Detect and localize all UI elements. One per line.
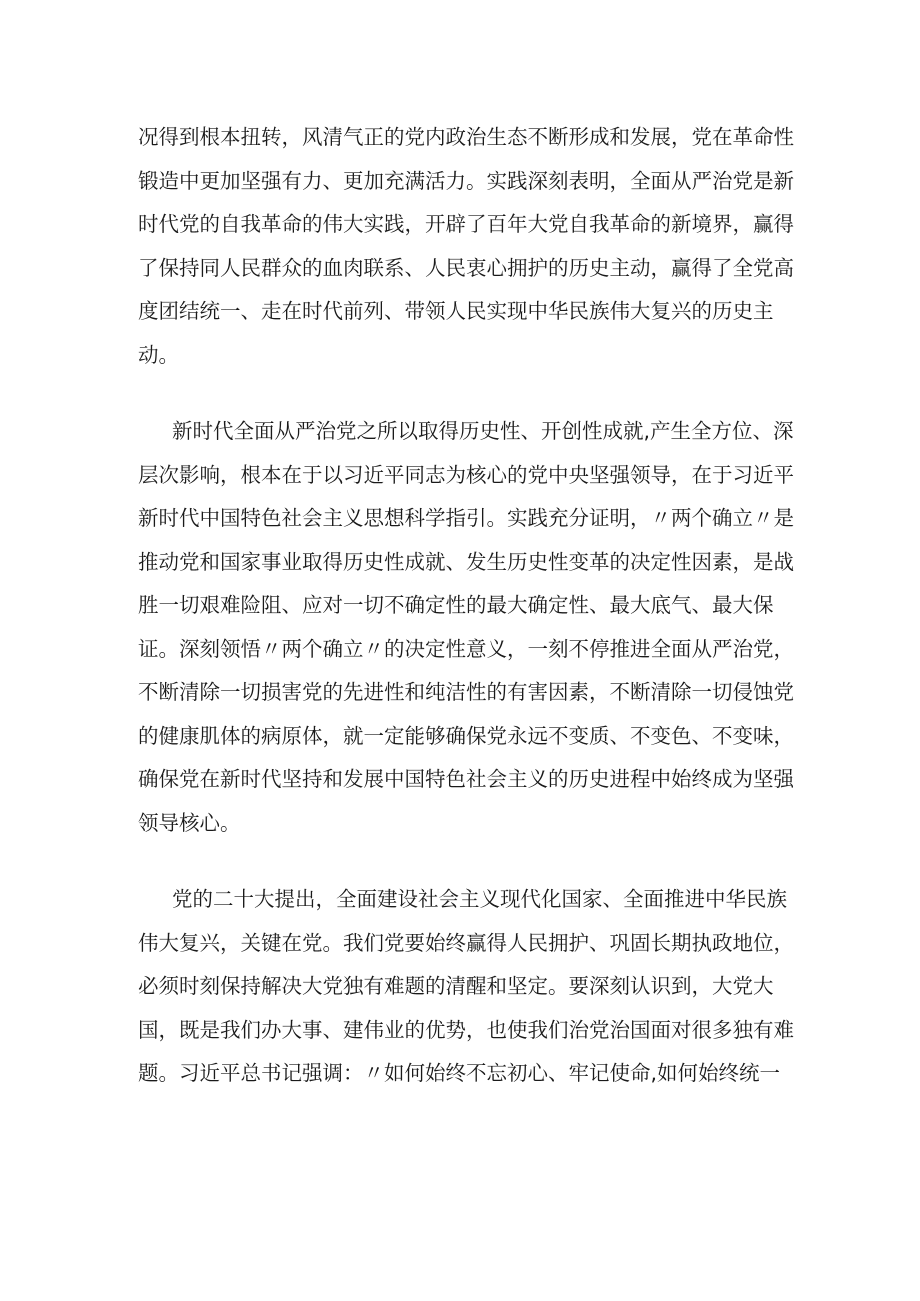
paragraph-line: 时代党的自我革命的伟大实践，开辟了百年大党自我革命的新境界，赢得 — [138, 212, 794, 236]
paragraph-line: 锻造中更加坚强有力、更加充满活力。实践深刻表明，全面从严治党是新 — [138, 168, 794, 193]
paragraph-line: 推动党和国家事业取得历史性成就、发生历史性变革的决定性因素，是战 — [138, 549, 794, 574]
paragraph-line: 必须时刻保持解决大党独有难题的清醒和坚定。要深刻认识到，大党大 — [138, 974, 774, 998]
paragraph-line: 况得到根本扭转，风清气正的党内政治生态不断形成和发展，党在革命性 — [138, 125, 794, 149]
paragraph-line: 证。深刻领悟〃两个确立〃的决定性意义，一刻不停推进全面从严治党， — [138, 636, 794, 661]
paragraph-line: 了保持同人民群众的血肉联系、人民衷心拥护的历史主动，赢得了全党高 — [138, 255, 794, 280]
paragraph-line: 领导核心。 — [138, 810, 241, 835]
paragraph-first-line: 党的二十大提出，全面建设社会主义现代化国家、全面推进中华民族 — [172, 887, 787, 911]
paragraph-line: 伟大复兴，关键在党。我们党要始终赢得人民拥护、巩固长期执政地位， — [138, 930, 794, 955]
paragraph-line: 不断清除一切损害党的先进性和纯洁性的有害因素，不断清除一切侵蚀党 — [138, 680, 794, 704]
paragraph-2 — [138, 410, 794, 845]
document-page — [138, 116, 794, 1129]
paragraph-line: 层次影响，根本在于以习近平同志为核心的党中央坚强领导，在于习近平 — [138, 462, 794, 487]
paragraph-first-line: 新时代全面从严治党之所以取得历史性、开创性成就,产生全方位、深 — [172, 419, 794, 443]
paragraph-line: 动。 — [138, 342, 179, 367]
paragraph-line: 确保党在新时代坚持和发展中国特色社会主义的历史进程中始终成为坚强 — [138, 767, 794, 791]
paragraph-1 — [138, 116, 794, 377]
paragraph-line: 国，既是我们办大事、建伟业的优势，也使我们治党治国面对很多独有难 — [138, 1017, 794, 1042]
paragraph-line: 度团结统一、走在时代前列、带领人民实现中华民族伟大复兴的历史主 — [138, 299, 774, 323]
paragraph-3 — [138, 878, 794, 1096]
paragraph-line: 胜一切艰难险阻、应对一切不确定性的最大确定性、最大底气、最大保 — [138, 593, 774, 617]
paragraph-line: 题。习近平总书记强调：〃如何始终不忘初心、牢记使命,如何始终统一 — [138, 1061, 781, 1085]
paragraph-line: 的健康肌体的病原体，就一定能够确保党永远不变质、不变色、不变味， — [138, 723, 794, 748]
paragraph-line: 新时代中国特色社会主义思想科学指引。实践充分证明，〃两个确立〃是 — [138, 506, 794, 530]
